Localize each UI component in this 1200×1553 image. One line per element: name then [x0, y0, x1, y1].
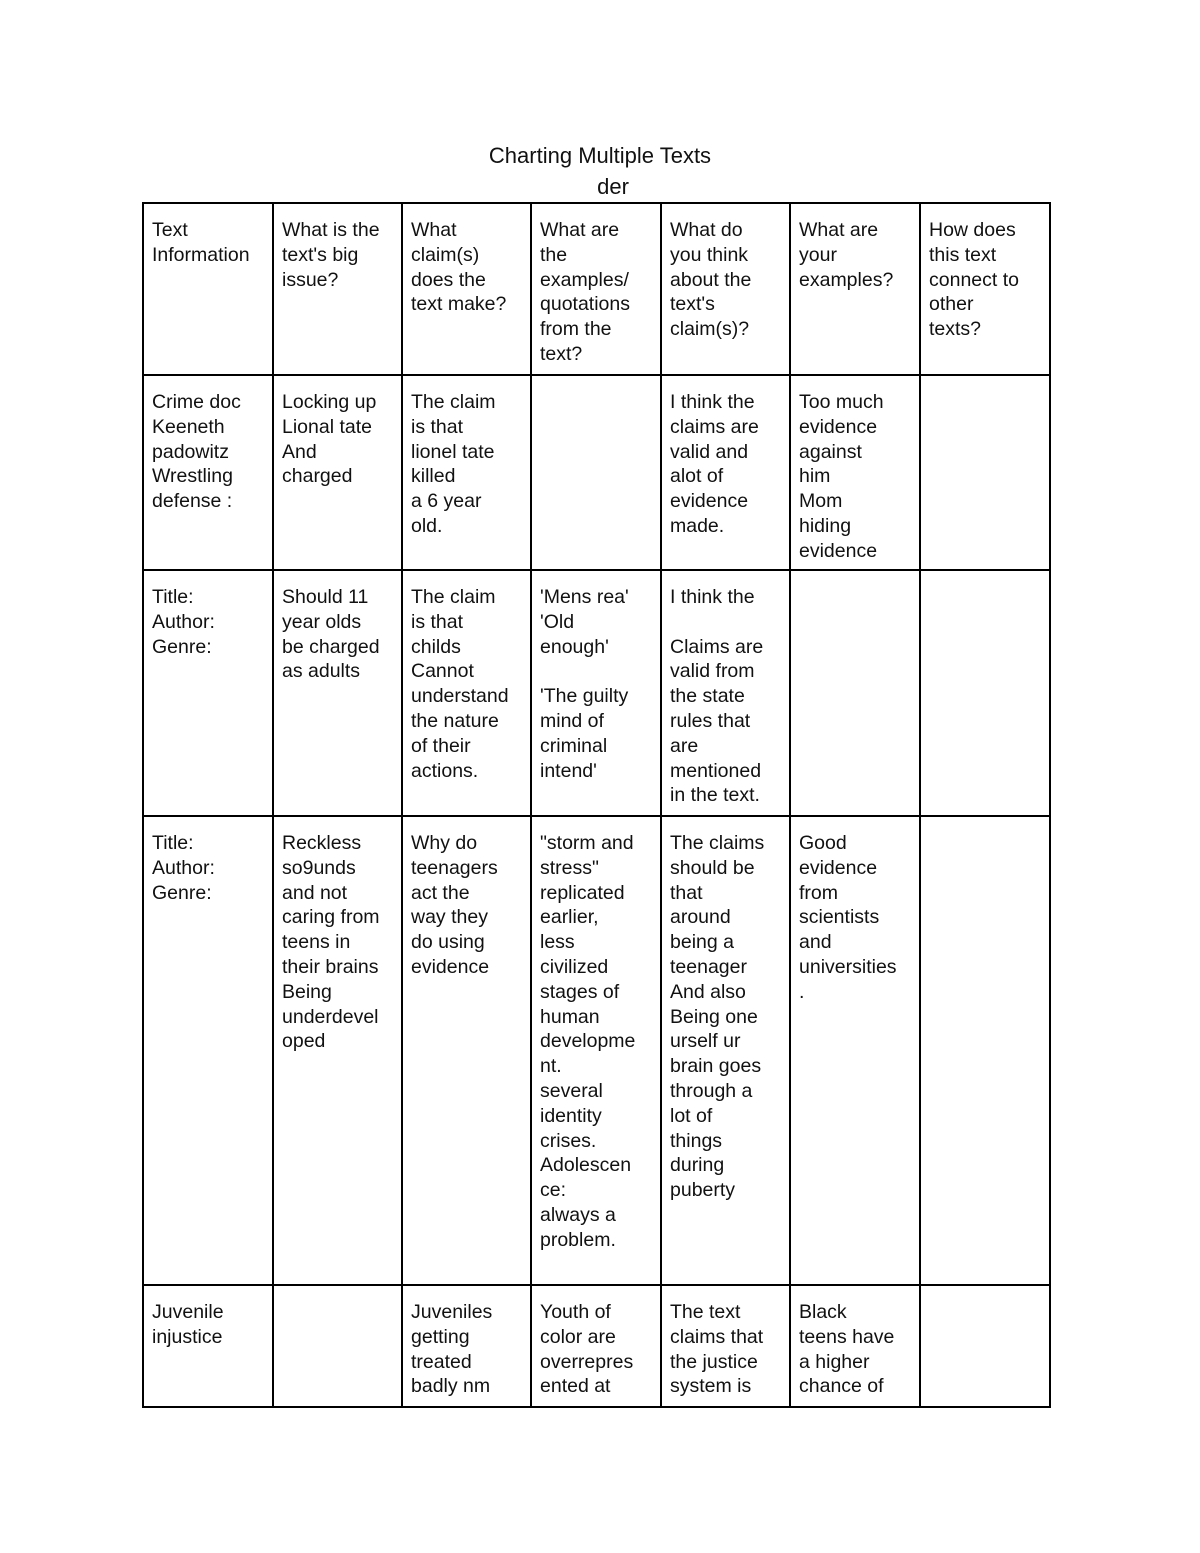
table-cell	[920, 375, 1050, 570]
table-cell: Should 11 year olds be charged as adults	[273, 570, 402, 816]
table-cell	[920, 1285, 1050, 1407]
header-cell-text-information: Text Information	[143, 203, 273, 375]
charting-table	[142, 202, 1051, 1408]
header-cell-your-examples: What are your examples?	[790, 203, 920, 375]
table-cell: I think the claims are valid and alot of evidence made.	[661, 375, 790, 570]
table-row	[143, 816, 1050, 1285]
table-cell	[531, 375, 661, 570]
header-cell-connections: How does this text connect to other texts?	[920, 203, 1050, 375]
table-cell: Why do teenagers act the way they do using evidence	[402, 816, 531, 1285]
page-title: Charting Multiple Texts	[488, 143, 712, 168]
table-cell	[920, 816, 1050, 1285]
table-cell: Black teens have a higher chance of	[790, 1285, 920, 1407]
table-cell: The claim is that lionel tate killed a 6 year old.	[402, 375, 531, 570]
table-cell	[920, 570, 1050, 816]
table-cell: Title: Author: Genre:	[143, 816, 273, 1285]
table-cell: Locking up Lional tate And charged	[273, 375, 402, 570]
header-cell-big-issue: What is the text's big issue?	[273, 203, 402, 375]
table-cell: I think the Claims are valid from the state rules that are mentioned in the text.	[661, 570, 790, 816]
table-cell: Juveniles getting treated badly nm	[402, 1285, 531, 1407]
header-cell-examples-quotations: What are the examples/ quotations from the text?	[531, 203, 661, 375]
table-cell: The claim is that childs Cannot understand the nature of their actions.	[402, 570, 531, 816]
table-cell: The claims should be that around being a teenager And also Being one urself ur brain goes through a lot of things during puberty	[661, 816, 790, 1285]
header-cell-claims: What claim(s) does the text make?	[402, 203, 531, 375]
table-cell: 'Mens rea' 'Old enough' 'The guilty mind of criminal intend'	[531, 570, 661, 816]
table-cell	[790, 570, 920, 816]
table-cell	[273, 1285, 402, 1407]
page-subtitle: der	[597, 174, 629, 199]
table-row	[143, 570, 1050, 816]
table-cell: Reckless so9unds and not caring from teens in their brains Being underdevel oped	[273, 816, 402, 1285]
table-cell: Crime doc Keeneth padowitz Wrestling defense :	[143, 375, 273, 570]
table-cell: "storm and stress" replicated earlier, less civilized stages of human developme nt. several identity crises. Adolescen ce: always a problem.	[531, 816, 661, 1285]
header-row	[143, 203, 1050, 375]
table-cell: Too much evidence against him Mom hiding evidence	[790, 375, 920, 570]
table-cell: Youth of color are overrepres ented at	[531, 1285, 661, 1407]
table-cell: Title: Author: Genre:	[143, 570, 273, 816]
table-cell: The text claims that the justice system is	[661, 1285, 790, 1407]
header-cell-your-opinion: What do you think about the text's claim(s)?	[661, 203, 790, 375]
table-cell: Juvenile injustice	[143, 1285, 273, 1407]
table-cell: Good evidence from scientists and universities .	[790, 816, 920, 1285]
table-row	[143, 375, 1050, 570]
table-row	[143, 1285, 1050, 1407]
